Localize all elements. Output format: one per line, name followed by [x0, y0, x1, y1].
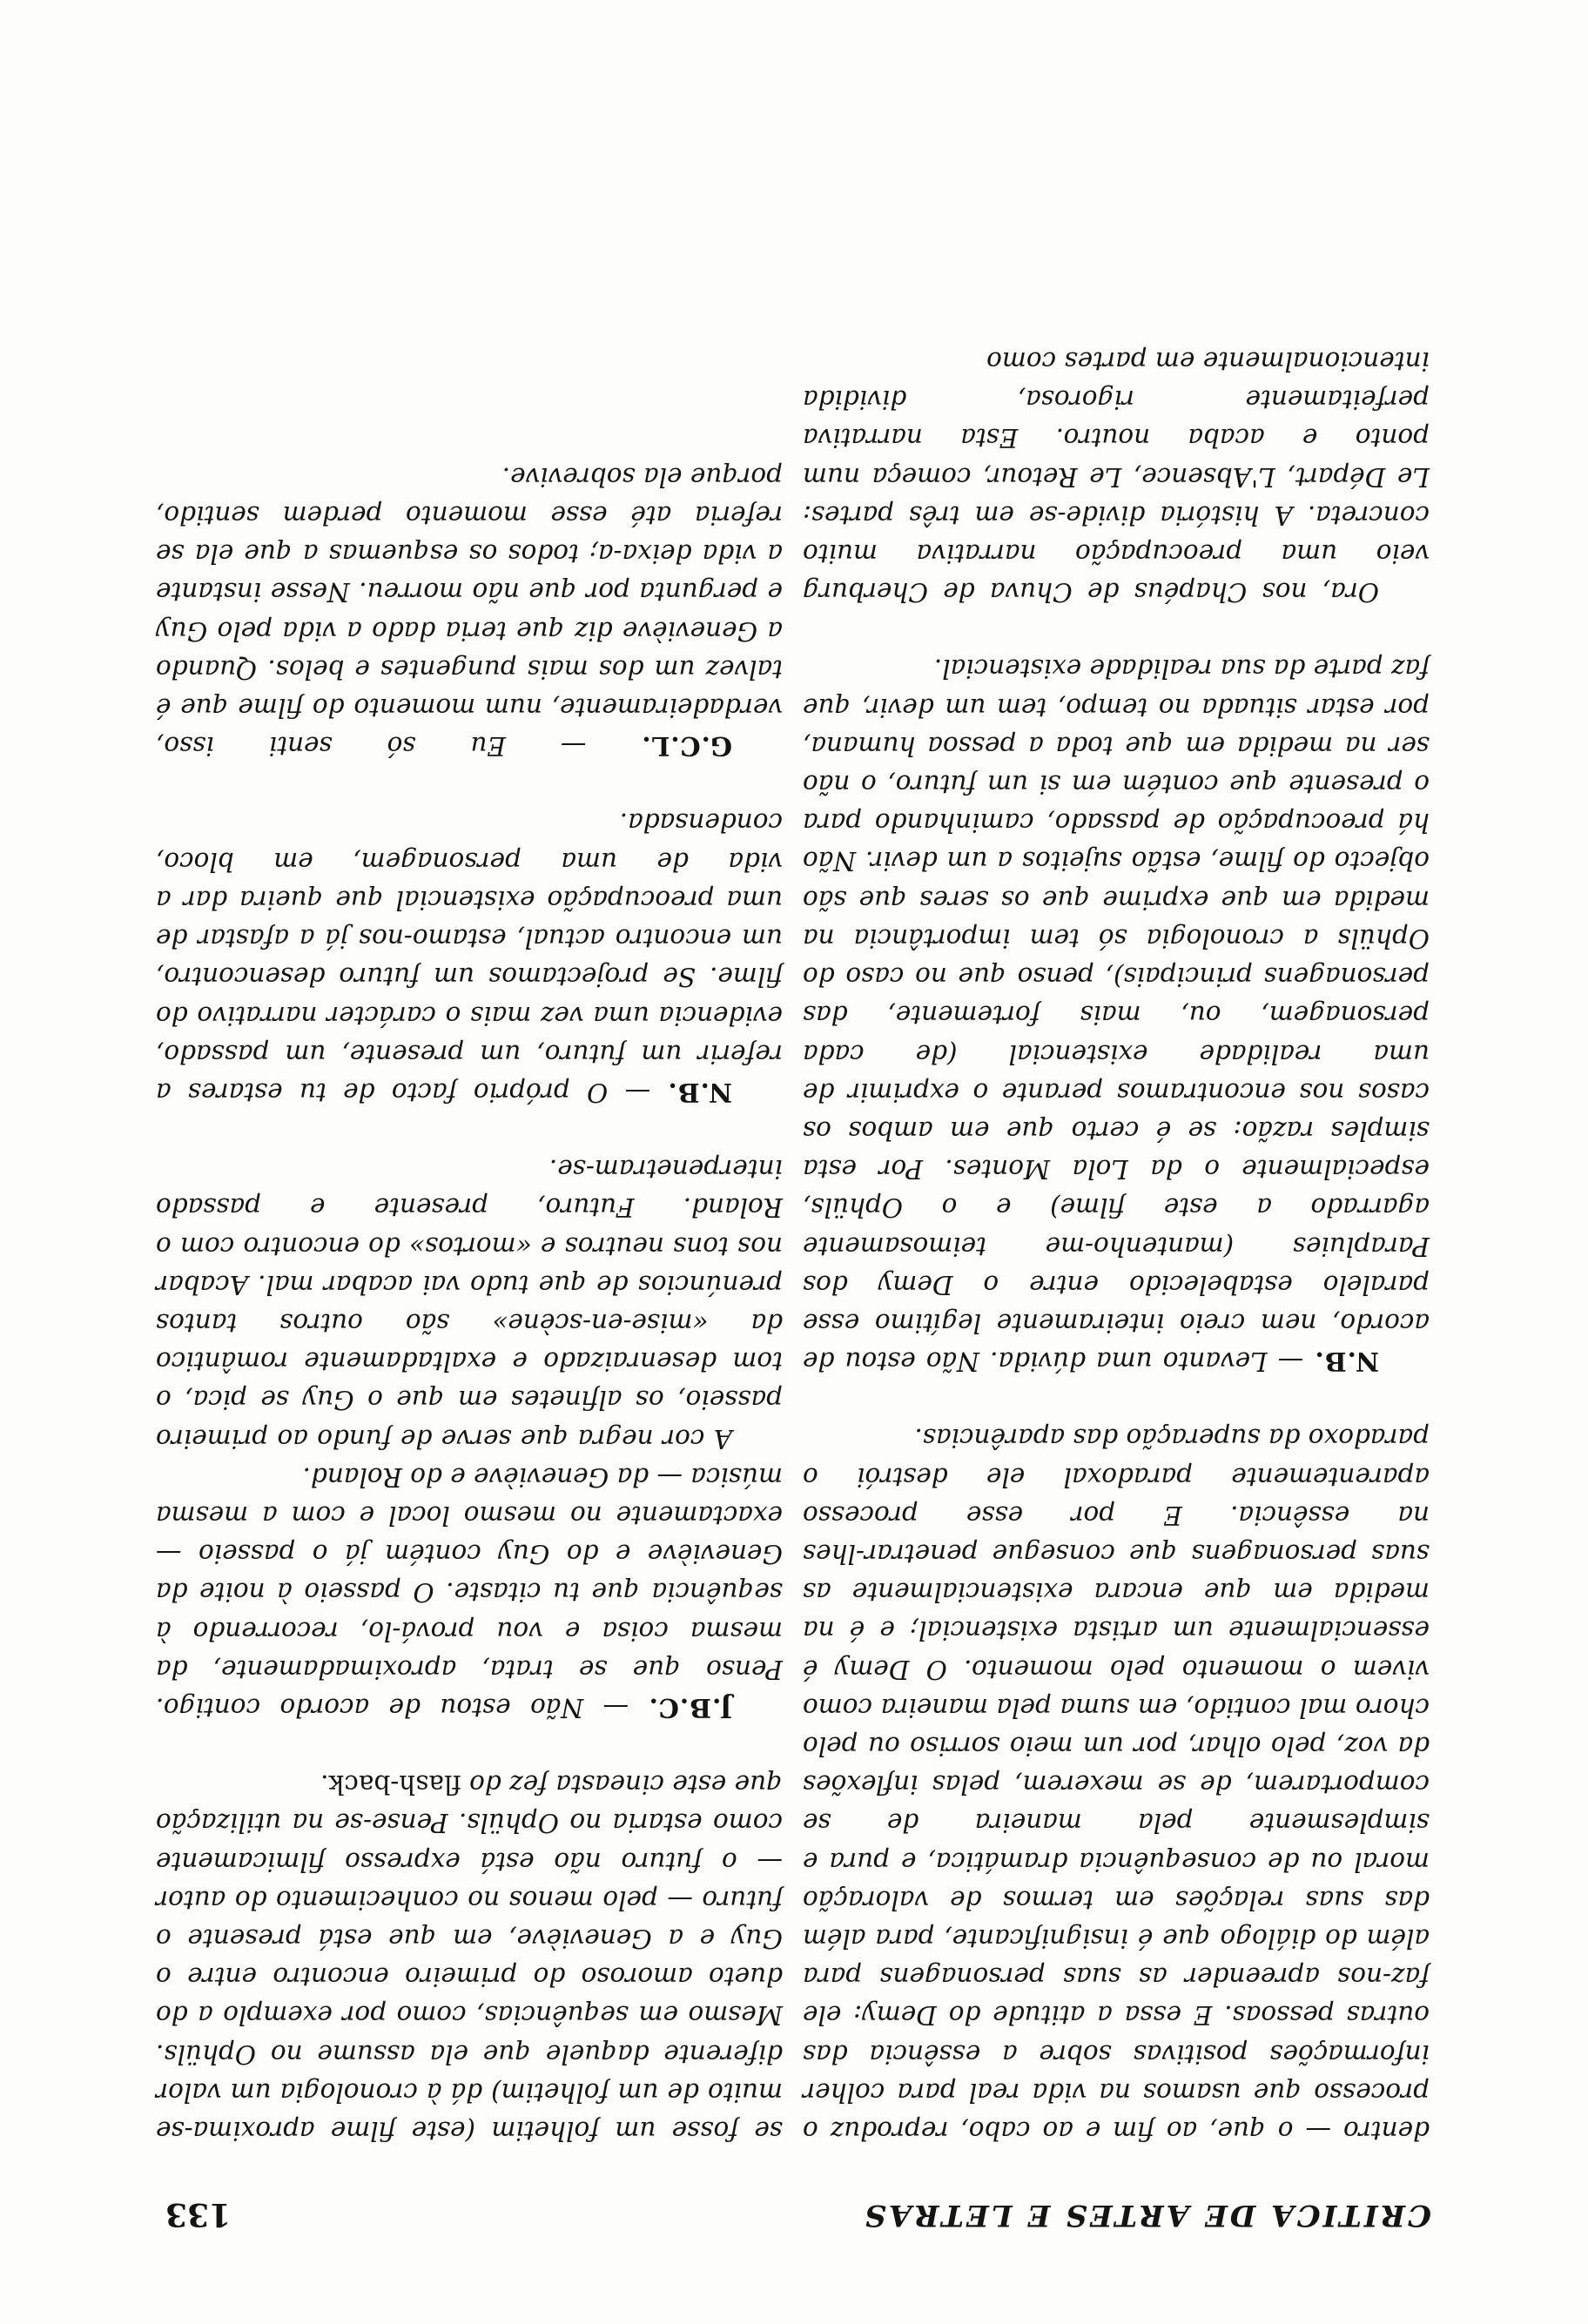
paragraph-text: — Não estou de acordo contigo. Penso que se trata, aproximadamente, da mesma coisa e vou prová-lo, recorrendo à sequência que tu citaste. O passeio à noite da Geneviève e do Guy contém já o passeio — exactamente no mesmo local e com a mesma música — da Geneviève e do Roland. [156, 1461, 783, 1723]
paragraph-text: — O próprio facto de tu estares a referir um futuro, um presente, um passado, evidencia uma vez mais o carácter narrativo do filme. Se projectamos um futuro desencontro, um encontro actual, estamo-nos já a afastar de uma preocupação existencial que queira dar a vida de uma personagem, em bloco, condensada. [156, 808, 783, 1107]
paragraph-text: dentro — o que, ao fim e ao cabo, reproduz o processo que usamos na vida real para colher informações positivas sobre a essência das outras pessoas. E essa a atitude do Demy: ele faz-nos apreender as suas personagens para além do diálogo que é insignificante, para além das suas relações em termos de valoração moral ou de consequência dramática, e pura e simplesmente pela maneira de se comportarem, de se mexerem, pelas inflexões da voz, pelo olhar, por um meio sorriso ou pelo choro mal contido, em suma pela maneira como vivem o momento pelo momento. O Demy é essencialmente um artista existencial; e é na medida em que encara existencialmente as suas personagens que consegue penetrar-lhes na essência. E por esse processo aparentemente paradoxal ele destrói o paradoxo da superação das aparências. [803, 1423, 1430, 2146]
page-number: 133 [165, 2196, 232, 2233]
paragraph [803, 1419, 1430, 2150]
paragraph [156, 458, 783, 766]
left-column [803, 342, 1430, 2150]
paragraph [803, 342, 1430, 611]
paragraph-text: A cor negra que serve de fundo ao primeiro passeio, os alfinetes em que o Guy se pica, o tom desenraizado e exaltadamente romântico da «mise-en-scène» são outros tantos prenúncios de que tudo vai acabar mal. Acabar nos tons neutros e «mortos» do encontro com o Roland. Futuro, presente e passado interpenetram-se. [156, 1154, 783, 1454]
paragraph [156, 1458, 783, 1727]
speaker-initials: N.B. [667, 1077, 732, 1108]
speaker-initials: J.B.C. [648, 1692, 732, 1723]
paragraph-text: Ora, nos Chapéus de Chuva de Cherburg veio uma preocupação narrativa muito concreta. A história divide-se em três partes: Le Départ, L'Absence, Le Retour, começa num ponto e acaba noutro. Esta narrativa perfeitamente rigorosa, dividida intencionalmente em partes como [803, 346, 1430, 608]
running-head-title: CRITICA DE ARTES E LETRAS [862, 2198, 1431, 2233]
right-column [156, 458, 783, 2150]
paragraph [156, 803, 783, 1112]
speaker-initials: G.C.L. [641, 731, 732, 762]
paragraph-text: — Eu só senti isso, verdadeiramente, num momento do filme que é talvez um dos mais pungentes e belos. Quando a Geneviève diz que teria dado a vida pelo Guy e pergunta por que não morreu. Nesse instante a vida deixa-a; todos os esquemas a que ela se referia até esse momento perdem sentido, porque ela sobrevive. [156, 461, 783, 762]
paragraph-text: — Levanto uma dúvida. Não estou de acordo, nem creio inteiramente legítimo esse paralelo estabelecido entre o Demy dos Parapluies (mantenho-me teimosamente agarrado a este filme) e o Ophüls, especialmente o da Lola Montes. Por esta simples razão: se é certo que em ambos os casos nos encontramos perante o exprimir de uma realidade existencial (de cada personagem, ou, mais fortemente, das personagens principais), penso que no caso do Ophüls a cronologia só tem importância na medida em que exprime que os seres que são objecto do filme, estão sujeitos a um devir. Não há preocupação de passado, caminhando para o presente que contém em si um futuro, o não ser na medida em que toda a pessoa humana, por estar situada no tempo, tem um devir, que faz parte da sua realidade existencial. [803, 654, 1430, 1377]
paragraph [156, 1765, 783, 2150]
running-head [165, 2189, 1431, 2233]
paragraph [803, 649, 1430, 1380]
paragraph [156, 1150, 783, 1458]
speaker-initials: N.B. [1314, 1347, 1379, 1378]
paragraph-text: flash-back. [320, 1770, 461, 1800]
paragraph-text: se fosse um folhetim (este filme aproxima-se muito de um folhetim) dá à cronologia um valor diferente daquele que ela assume no Ophüls. Mesmo em sequências, como por exemplo a do dueto amoroso do primeiro encontro entre o Guy e a Geneviève, em que está presente o futuro — pelo menos no conhecimento do autor — o futuro não está expresso filmicamente como estaria no Ophüls. Pense-se na utilização que este cineasta fez do [156, 1770, 783, 2146]
